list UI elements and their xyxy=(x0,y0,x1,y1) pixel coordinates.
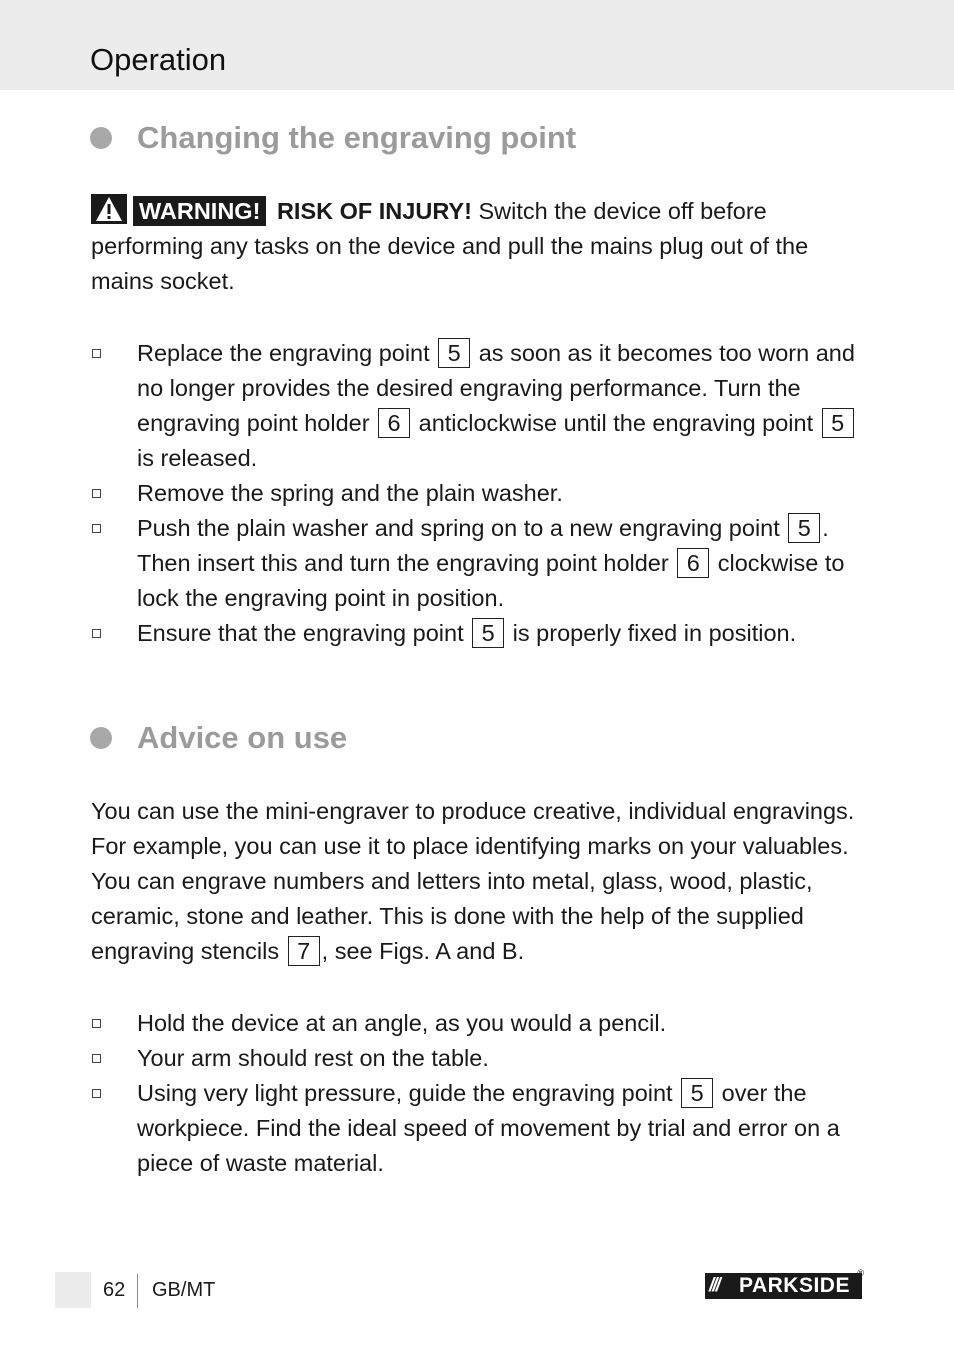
list-item xyxy=(91,1076,871,1181)
section-heading-changing xyxy=(90,120,576,156)
item-text: over the workpiece. Find the ideal speed of movement by trial and error on a piece of waste material. xyxy=(137,1080,840,1176)
item-text: Push the plain washer and spring on to a new engraving point xyxy=(137,515,787,541)
part-ref: 5 xyxy=(472,618,504,648)
checkbox-bullet-icon xyxy=(92,1019,101,1028)
section-heading-text: Advice on use xyxy=(137,720,348,755)
part-ref: 5 xyxy=(788,513,820,543)
advice-paragraph xyxy=(91,794,866,969)
paragraph-text: You can use the mini-engraver to produce creative, individual engravings. For example, you can use it to place identifying marks on your valuables. You can engrave numbers and letters into metal, glass, wood, plastic, ceramic, stone and leather. This is done with the help of the supplied engraving stencils xyxy=(91,798,855,964)
footer-divider xyxy=(137,1274,138,1308)
checkbox-bullet-icon xyxy=(92,524,101,533)
risk-label: RISK OF INJURY! xyxy=(276,198,472,224)
registered-mark: ® xyxy=(857,1268,864,1278)
checkbox-bullet-icon xyxy=(92,349,101,358)
item-text: Hold the device at an angle, as you would a pencil. xyxy=(137,1010,667,1036)
logo-stripes-icon: /// xyxy=(709,1275,719,1296)
part-ref: 7 xyxy=(288,936,320,966)
list-item xyxy=(91,1041,871,1076)
part-ref: 6 xyxy=(677,548,709,578)
checkbox-bullet-icon xyxy=(92,1054,101,1063)
region-code: GB/MT xyxy=(152,1279,216,1301)
section-heading-advice xyxy=(90,720,347,756)
item-text: as soon as it becomes too worn and no longer provides the desired engraving performance. Turn the engraving point holder xyxy=(137,340,855,436)
item-text: clockwise to lock the engraving point in position. xyxy=(137,550,845,611)
footer-marker xyxy=(55,1272,91,1308)
page-title: Operation xyxy=(90,42,227,77)
warning-label: WARNING! xyxy=(133,196,266,226)
item-text: anticlockwise until the engraving point xyxy=(412,410,820,436)
part-ref: 5 xyxy=(822,408,854,438)
list-item xyxy=(91,511,871,616)
parkside-logo xyxy=(705,1268,864,1299)
page-number: 62 xyxy=(103,1279,126,1301)
item-text: is released. xyxy=(137,445,258,471)
part-ref: 5 xyxy=(681,1078,713,1108)
steps-list-changing xyxy=(91,336,871,651)
item-text: Your arm should rest on the table. xyxy=(137,1045,489,1071)
warning-triangle-icon xyxy=(91,194,127,224)
warning-paragraph xyxy=(91,194,866,299)
item-text: Using very light pressure, guide the engraving point xyxy=(137,1080,680,1106)
item-text: Replace the engraving point xyxy=(137,340,437,366)
paragraph-text: , see Figs. A and B. xyxy=(321,938,525,964)
list-item xyxy=(91,616,871,651)
list-item xyxy=(91,336,871,476)
part-ref: 5 xyxy=(438,338,470,368)
item-text: is properly fixed in position. xyxy=(506,620,797,646)
checkbox-bullet-icon xyxy=(92,489,101,498)
checkbox-bullet-icon xyxy=(92,629,101,638)
bullet-dot-icon xyxy=(90,127,112,149)
item-text: Ensure that the engraving point xyxy=(137,620,471,646)
section-heading-text: Changing the engraving point xyxy=(137,120,577,155)
item-text: Remove the spring and the plain washer. xyxy=(137,480,563,506)
part-ref: 6 xyxy=(378,408,410,438)
item-text: . Then insert this and turn the engraving point holder xyxy=(137,515,829,576)
warning-text: Switch the device off before performing any tasks on the device and pull the mains plug out of the mains socket. xyxy=(91,198,809,294)
checkbox-bullet-icon xyxy=(92,1089,101,1098)
list-item xyxy=(91,476,871,511)
steps-list-advice xyxy=(91,1006,871,1181)
bullet-dot-icon xyxy=(90,727,112,749)
logo-brand: PARKSIDE xyxy=(739,1274,850,1297)
list-item xyxy=(91,1006,871,1041)
